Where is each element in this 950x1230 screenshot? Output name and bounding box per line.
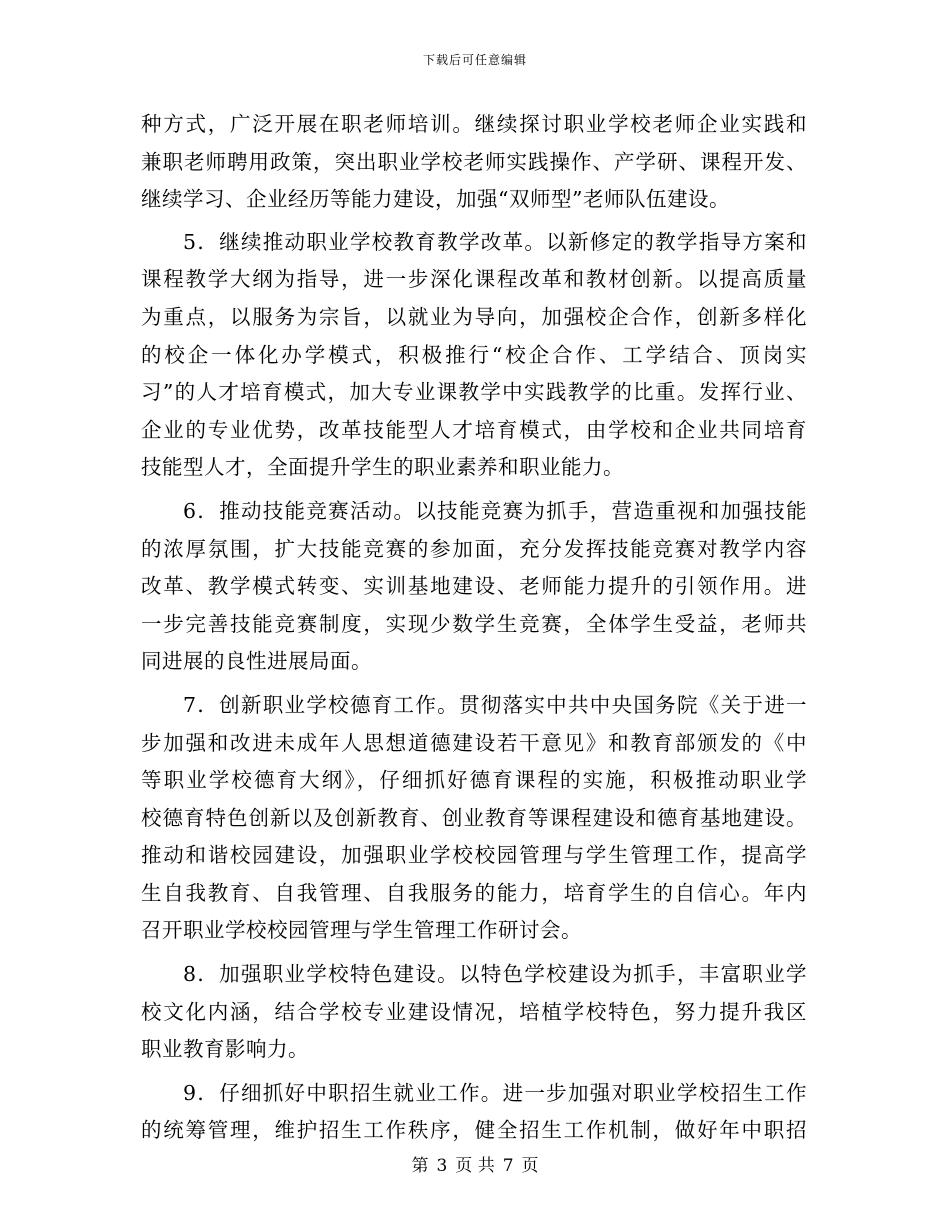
paragraph-1 <box>141 106 807 219</box>
text-line: 的统筹管理，维护招生工作秩序，健全招生工作机制，做好年中职招 <box>141 1118 807 1143</box>
text-line: 种方式，广泛开展在职老师培训。继续探讨职业学校老师企业实践和 <box>141 112 807 136</box>
paragraph-6 <box>141 493 807 681</box>
text-line: 技能型人才，全面提升学生的职业素养和职业能力。 <box>141 455 624 480</box>
footer-suffix: 页 <box>521 1156 539 1176</box>
footer-middle: 页 共 <box>455 1156 495 1176</box>
text-line: 习”的人才培育模式，加大专业课教学中实践教学的比重。发挥行业、 <box>141 380 807 405</box>
text-line: 一步完善技能竞赛制度，实现少数学生竞赛，全体学生受益，老师共 <box>141 611 807 636</box>
text-line: 5．继续推动职业学校教育教学改革。以新修定的教学指导方案和 <box>183 229 807 254</box>
text-line: 生自我教育、自我管理、自我服务的能力，培育学生的自信心。年内 <box>141 880 807 905</box>
text-line: 课程教学大纲为指导，进一步深化课程改革和教材创新。以提高质量 <box>141 267 807 292</box>
text-line: 9．仔细抓好中职招生就业工作。进一步加强对职业学校招生工作 <box>183 1080 807 1105</box>
text-line: 企业的专业优势，改革技能型人才培育模式，由学校和企业共同培育 <box>141 417 807 442</box>
text-line: 职业教育影响力。 <box>141 1037 309 1062</box>
page-number: 3 <box>436 1156 448 1176</box>
page-footer <box>0 1154 950 1178</box>
page-header <box>0 52 950 68</box>
paragraph-9 <box>141 1075 807 1150</box>
text-line: 校德育特色创新以及创新教育、创业教育等课程建设和德育基地建设。 <box>141 805 807 830</box>
text-line: 召开职业学校校园管理与学生管理工作研讨会。 <box>141 918 582 943</box>
paragraph-8 <box>141 956 807 1069</box>
document-body <box>141 106 807 1150</box>
total-pages: 7 <box>502 1156 514 1176</box>
text-line: 兼职老师聘用政策，突出职业学校老师实践操作、产学研、课程开发、 <box>141 149 807 174</box>
text-line: 推动和谐校园建设，加强职业学校校园管理与学生管理工作，提高学 <box>141 843 807 868</box>
text-line: 6．推动技能竞赛活动。以技能竞赛为抓手，营造重视和加强技能 <box>183 498 807 523</box>
text-line: 7．创新职业学校德育工作。贯彻落实中共中央国务院《关于进一 <box>183 692 807 717</box>
text-line: 8．加强职业学校特色建设。以特色学校建设为抓手，丰富职业学 <box>183 962 807 987</box>
text-line: 校文化内涵，结合学校专业建设情况，培植学校特色，努力提升我区 <box>141 999 807 1024</box>
text-line: 继续学习、企业经历等能力建设，加强“双师型”老师队伍建设。 <box>141 187 730 212</box>
paragraph-7 <box>141 687 807 950</box>
text-line: 为重点，以服务为宗旨，以就业为导向，加强校企合作，创新多样化 <box>141 304 807 329</box>
footer-prefix: 第 <box>411 1156 429 1176</box>
text-line: 改革、教学模式转变、实训基地建设、老师能力提升的引领作用。进 <box>141 574 807 599</box>
text-line: 的校企一体化办学模式，积极推行“校企合作、工学结合、顶岗实 <box>141 342 807 367</box>
text-line: 等职业学校德育大纲》，仔细抓好德育课程的实施，积极推动职业学 <box>141 768 807 793</box>
header-text: 下载后可任意编辑 <box>422 53 527 67</box>
text-line: 的浓厚氛围，扩大技能竞赛的参加面，充分发挥技能竞赛对教学内容 <box>141 536 807 561</box>
text-line: 同进展的良性进展局面。 <box>141 649 372 674</box>
text-line: 步加强和改进未成年人思想道德建设若干意见》和教育部颁发的《中 <box>141 730 807 755</box>
paragraph-5 <box>141 224 807 487</box>
